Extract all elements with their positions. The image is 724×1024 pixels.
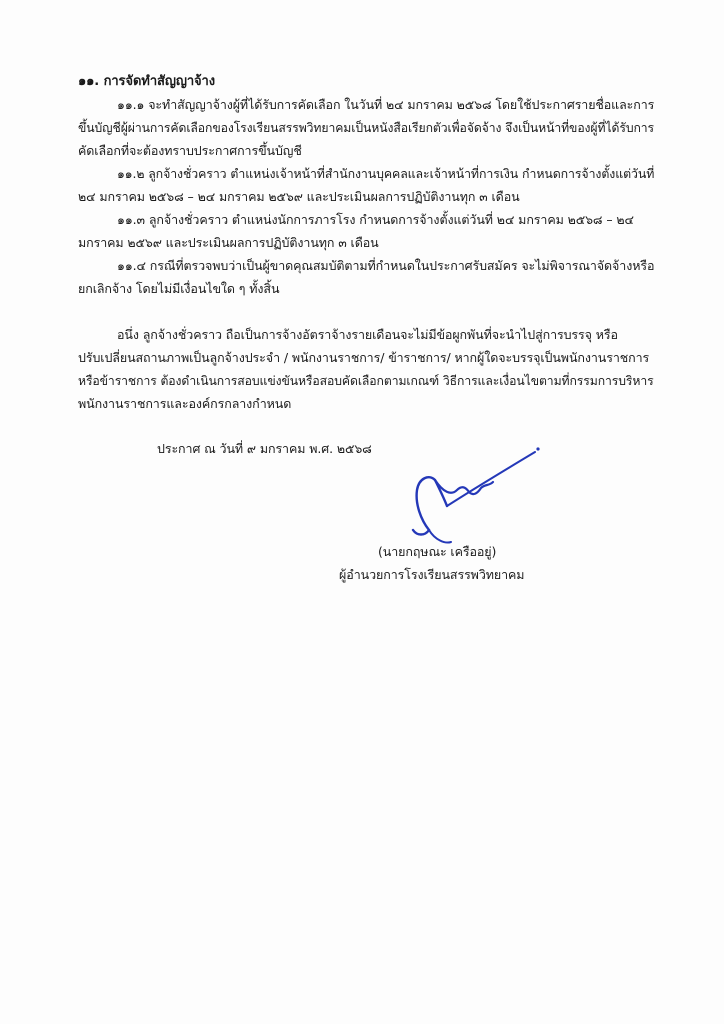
item-11-4-line-1: ๑๑.๔ กรณีที่ตรวจพบว่าเป็นผู้ขาดคุณสมบัติตามที่กำหนดในประกาศรับสมัคร จะไม่พิจารณาจัดจ้างหรือ <box>117 258 655 273</box>
item-11-2-line-2: ๒๔ มกราคม ๒๕๖๘ – ๒๔ มกราคม ๒๕๖๙ และประเมินผลการปฏิบัติงานทุก ๓ เดือน <box>78 189 520 204</box>
section-heading: ๑๑. การจัดทำสัญญาจ้าง <box>78 74 216 89</box>
signatory-position: ผู้อำนวยการโรงเรียนสรรพวิทยาคม <box>339 567 525 582</box>
item-11-4-line-2: ยกเลิกจ้าง โดยไม่มีเงื่อนไขใด ๆ ทั้งสิ้น <box>78 281 280 296</box>
signature-scribble <box>395 440 555 550</box>
item-11-1-line-3: คัดเลือกที่จะต้องทราบประกาศการขึ้นบัญชี <box>78 143 302 158</box>
item-11-1-line-2: ขึ้นบัญชีผู้ผ่านการคัดเลือกของโรงเรียนสรรพวิทยาคมเป็นหนังสือเรียกตัวเพื่อจัดจ้าง จึงเป็นหน้าที่ของผู้ที่ได้รับการ <box>78 120 655 135</box>
item-11-2-line-1: ๑๑.๒ ลูกจ้างชั่วคราว ตำแหน่งเจ้าหน้าที่สำนักงานบุคคลและเจ้าหน้าที่การเงิน กำหนดการจ้างตั้งแต่วันที่ <box>117 166 655 181</box>
note-line-2: ปรับเปลี่ยนสถานภาพเป็นลูกจ้างประจำ / พนักงานราชการ/ ข้าราชการ/ หากผู้ใดจะบรรจุเป็นพนักงานราชการ <box>78 350 650 365</box>
item-11-3-line-2: มกราคม ๒๕๖๙ และประเมินผลการปฏิบัติงานทุก ๓ เดือน <box>78 235 379 250</box>
announcement-date: ประกาศ ณ วันที่ ๙ มกราคม พ.ศ. ๒๕๖๘ <box>157 441 372 456</box>
note-line-1: อนึ่ง ลูกจ้างชั่วคราว ถือเป็นการจ้างอัตราจ้างรายเดือนจะไม่มีข้อผูกพันที่จะนำไปสู่การบรรจุ หรือ <box>117 327 618 342</box>
note-line-3: หรือข้าราชการ ต้องดำเนินการสอบแข่งขันหรือสอบคัดเลือกตามเกณฑ์ วิธีการและเงื่อนไขตามที่กรรมการบริหาร <box>78 373 654 388</box>
signatory-name: (นายกฤษณะ เครืออยู่) <box>378 544 497 559</box>
item-11-3-line-1: ๑๑.๓ ลูกจ้างชั่วคราว ตำแหน่งนักการภารโรง กำหนดการจ้างตั้งแต่วันที่ ๒๔ มกราคม ๒๕๖๘ – ๒๔ <box>117 212 634 227</box>
item-11-1-line-1: ๑๑.๑ จะทำสัญญาจ้างผู้ที่ได้รับการคัดเลือก ในวันที่ ๒๔ มกราคม ๒๕๖๘ โดยใช้ประกาศรายชื่อและการ <box>117 97 655 112</box>
note-line-4: พนักงานราชการและองค์กรกลางกำหนด <box>78 396 292 411</box>
